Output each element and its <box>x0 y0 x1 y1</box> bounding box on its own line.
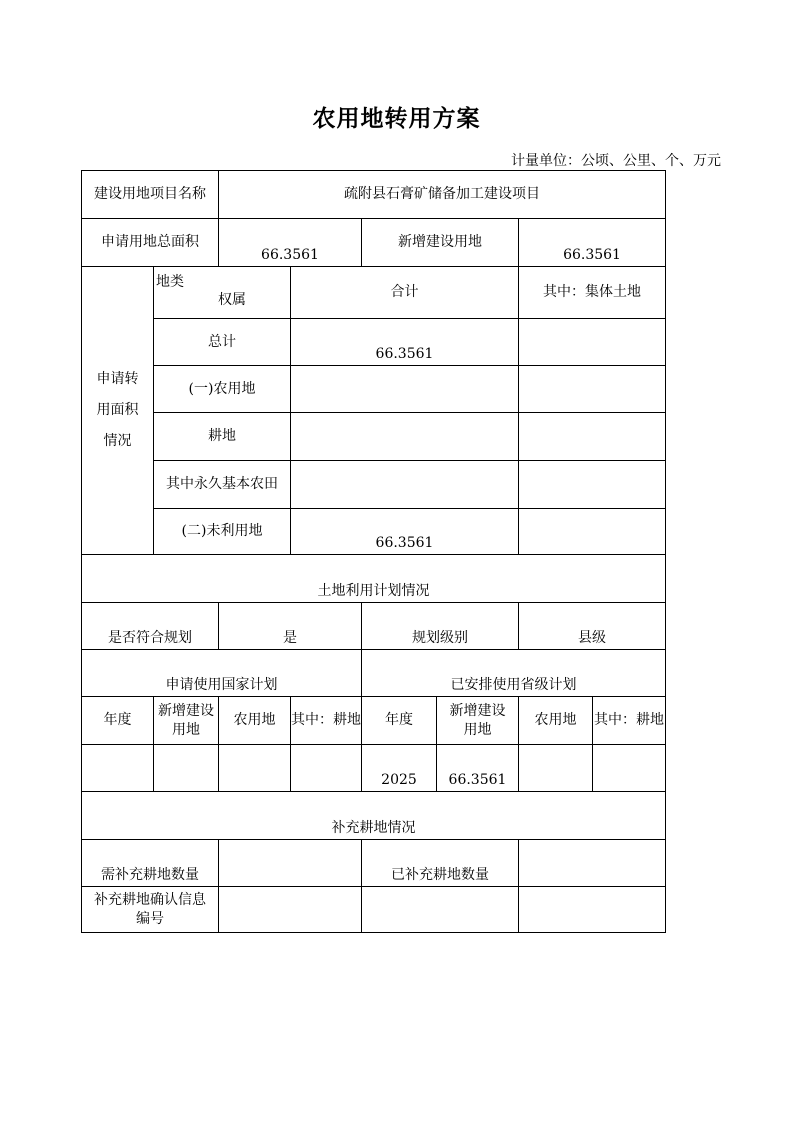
conversion-header-row <box>82 267 666 319</box>
total-header: 合计 <box>291 267 519 319</box>
needed-supplement-label: 需补充耕地数量 <box>82 840 219 887</box>
total-area-label: 申请用地总面积 <box>82 219 219 267</box>
table-row <box>82 509 666 555</box>
row-label: (一)农用地 <box>154 366 291 413</box>
planning-conformity-row <box>82 603 666 650</box>
project-name-label: 建设用地项目名称 <box>82 171 219 219</box>
land-type-ownership-header <box>154 267 291 319</box>
column-header: 年度 <box>82 697 154 745</box>
column-header: 农用地 <box>219 697 291 745</box>
table-row <box>82 461 666 509</box>
plan-cell <box>219 745 291 792</box>
supplement-section-row <box>82 792 666 840</box>
done-supplement-value <box>519 840 666 887</box>
row-total <box>291 461 519 509</box>
table-row <box>82 366 666 413</box>
row-collective <box>519 461 666 509</box>
land-conversion-table <box>81 170 666 933</box>
conform-value: 是 <box>219 603 362 650</box>
plan-column-header-row <box>82 697 666 745</box>
planning-section-title: 土地利用计划情况 <box>82 555 666 603</box>
conversion-side-label: 申请转用面积情况 <box>82 267 154 555</box>
table-row <box>82 413 666 461</box>
new-construction-label: 新增建设用地 <box>362 219 519 267</box>
provincial-plan-label: 已安排使用省级计划 <box>362 650 666 697</box>
collective-header: 其中：集体土地 <box>519 267 666 319</box>
row-collective <box>519 413 666 461</box>
row-label: 其中永久基本农田 <box>154 461 291 509</box>
column-header: 其中：耕地 <box>291 697 362 745</box>
column-header: 农用地 <box>519 697 593 745</box>
row-total: 66.3561 <box>291 509 519 555</box>
land-type-header: 地类 <box>156 274 184 290</box>
column-header: 年度 <box>362 697 437 745</box>
plan-cell <box>82 745 154 792</box>
area-row <box>82 219 666 267</box>
column-header: 其中：耕地 <box>593 697 666 745</box>
plan-cell: 66.3561 <box>437 745 519 792</box>
empty-cell <box>519 887 666 933</box>
row-total <box>291 413 519 461</box>
plan-type-row <box>82 650 666 697</box>
conform-label: 是否符合规划 <box>82 603 219 650</box>
unit-note: 计量单位：公顷、公里、个、万元 <box>511 153 721 169</box>
row-label: 耕地 <box>154 413 291 461</box>
column-header: 新增建设用地 <box>437 697 519 745</box>
confirm-number-value <box>219 887 362 933</box>
needed-supplement-value <box>219 840 362 887</box>
national-plan-label: 申请使用国家计划 <box>82 650 362 697</box>
column-header: 新增建设用地 <box>154 697 219 745</box>
table-row <box>82 319 666 366</box>
plan-values-row <box>82 745 666 792</box>
planning-level-value: 县级 <box>519 603 666 650</box>
supplement-section-title: 补充耕地情况 <box>82 792 666 840</box>
empty-cell <box>362 887 519 933</box>
planning-level-label: 规划级别 <box>362 603 519 650</box>
plan-cell: 2025 <box>362 745 437 792</box>
row-collective <box>519 509 666 555</box>
row-total <box>291 366 519 413</box>
plan-cell <box>519 745 593 792</box>
project-name-row <box>82 171 666 219</box>
planning-section-row <box>82 555 666 603</box>
supplement-quantity-row <box>82 840 666 887</box>
row-total: 66.3561 <box>291 319 519 366</box>
ownership-header: 权属 <box>218 292 246 308</box>
row-label: 总计 <box>154 319 291 366</box>
confirm-number-label: 补充耕地确认信息编号 <box>82 887 219 933</box>
row-collective <box>519 366 666 413</box>
project-name-value: 疏附县石膏矿储备加工建设项目 <box>219 171 666 219</box>
done-supplement-label: 已补充耕地数量 <box>362 840 519 887</box>
new-construction-value: 66.3561 <box>519 219 666 267</box>
document-title: 农用地转用方案 <box>312 106 481 132</box>
plan-cell <box>291 745 362 792</box>
row-label: (二)未利用地 <box>154 509 291 555</box>
supplement-confirm-row <box>82 887 666 933</box>
row-collective <box>519 319 666 366</box>
total-area-value: 66.3561 <box>219 219 362 267</box>
plan-cell <box>154 745 219 792</box>
plan-cell <box>593 745 666 792</box>
